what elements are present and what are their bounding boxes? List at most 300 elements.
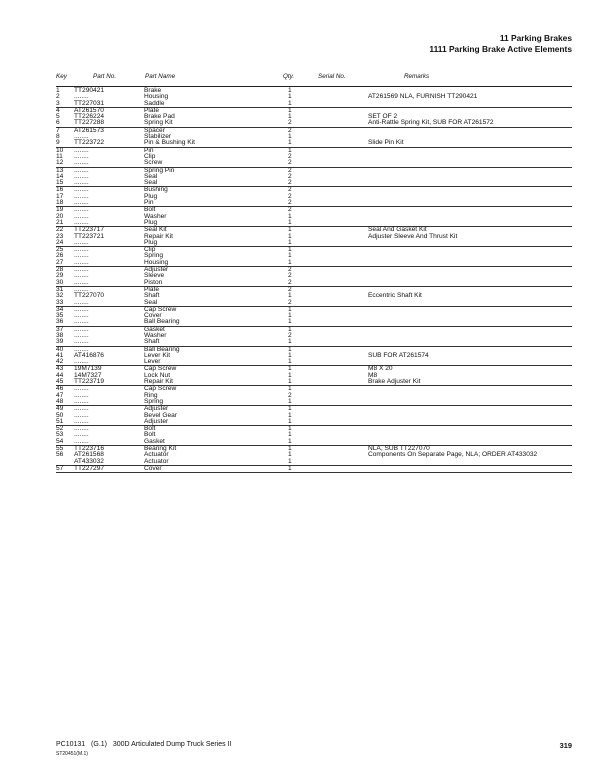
- table-row: [56, 319, 572, 325]
- part-no-cell: TT227031: [74, 99, 105, 107]
- part-name-cell: Seal: [144, 179, 158, 187]
- part-no-cell: ........: [74, 238, 89, 246]
- qty-cell: 1: [288, 358, 292, 366]
- key-cell: 9: [56, 139, 60, 147]
- key-cell: 35: [56, 312, 64, 320]
- section-title: 11 Parking Brakes: [499, 33, 572, 43]
- part-no-cell: AT261570: [74, 106, 104, 114]
- part-name-cell: Adjuster: [144, 266, 169, 274]
- qty-cell: 1: [288, 345, 292, 353]
- key-cell: 8: [56, 133, 60, 141]
- part-name-cell: Spring: [144, 397, 164, 405]
- part-name-cell: Gasket: [144, 325, 165, 333]
- qty-cell: 1: [288, 451, 292, 459]
- table-row: [56, 240, 572, 246]
- part-name-cell: Adjuster: [144, 405, 169, 413]
- qty-cell: 1: [288, 139, 292, 147]
- key-cell: 18: [56, 199, 64, 207]
- part-no-cell: ........: [74, 305, 89, 313]
- part-name-cell: Plug: [144, 192, 158, 200]
- key-cell: 43: [56, 365, 64, 373]
- qty-cell: 1: [288, 258, 292, 266]
- part-name-cell: Cap Screw: [144, 385, 177, 393]
- part-name-cell: Repair Kit: [144, 378, 173, 386]
- table-row-group: [56, 168, 572, 188]
- subsection-title: 1111 Parking Brake Active Elements: [429, 44, 572, 54]
- part-no-cell: ........: [74, 179, 89, 187]
- part-no-cell: ........: [74, 405, 89, 413]
- qty-cell: 2: [288, 298, 292, 306]
- key-cell: 15: [56, 179, 64, 187]
- part-no-cell: ........: [74, 146, 89, 154]
- part-name-cell: Lever: [144, 358, 161, 366]
- part-no-cell: ........: [74, 437, 89, 445]
- table-row-group: [56, 88, 572, 108]
- qty-cell: 1: [288, 246, 292, 254]
- table-row: [56, 200, 572, 206]
- qty-cell: 1: [288, 133, 292, 141]
- part-name-cell: Seal: [144, 172, 158, 180]
- part-name-cell: Sleeve: [144, 272, 165, 280]
- col-qty: Qty.: [283, 73, 295, 80]
- table-row-group: [56, 406, 572, 426]
- key-cell: 38: [56, 331, 64, 339]
- part-no-cell: ........: [74, 172, 89, 180]
- table-row-group: [56, 307, 572, 327]
- part-no-cell: ........: [74, 252, 89, 260]
- part-no-cell: AT433032: [74, 457, 104, 465]
- qty-cell: 1: [288, 385, 292, 393]
- part-name-cell: Brake: [144, 87, 162, 94]
- key-cell: 49: [56, 405, 64, 413]
- table-row: [56, 260, 572, 266]
- qty-cell: 2: [288, 126, 292, 134]
- part-no-cell: ........: [74, 298, 89, 306]
- part-name-cell: Spring: [144, 252, 164, 260]
- part-name-cell: Plug: [144, 238, 158, 246]
- table-row-group: [56, 446, 572, 466]
- key-cell: 14: [56, 172, 64, 180]
- part-no-cell: ........: [74, 318, 89, 326]
- table-row: [56, 160, 572, 166]
- part-name-cell: Stabilizer: [144, 133, 172, 141]
- part-no-cell: ........: [74, 425, 89, 433]
- part-no-cell: ........: [74, 411, 89, 419]
- qty-cell: 1: [288, 425, 292, 433]
- key-cell: 46: [56, 385, 64, 393]
- table-row-group: [56, 287, 572, 307]
- qty-cell: 1: [288, 93, 292, 101]
- table-row-group: [56, 426, 572, 446]
- part-name-cell: Lever Kit: [144, 351, 171, 359]
- doc-revision: (G.1): [91, 741, 107, 748]
- part-name-cell: Shaft: [144, 292, 160, 300]
- part-no-cell: ........: [74, 285, 89, 293]
- part-name-cell: Repair Kit: [144, 232, 173, 240]
- part-no-cell: ........: [74, 218, 89, 226]
- qty-cell: 1: [288, 312, 292, 320]
- col-part-name: Part Name: [145, 73, 176, 80]
- qty-cell: 1: [288, 238, 292, 246]
- part-no-cell: ........: [74, 391, 89, 399]
- page-number: 319: [559, 741, 572, 750]
- qty-cell: 2: [288, 331, 292, 339]
- part-no-cell: TT223716: [74, 445, 105, 453]
- part-no-cell: TT227297: [74, 464, 105, 472]
- table-row: [56, 439, 572, 445]
- key-cell: 3: [56, 99, 60, 107]
- part-name-cell: Clip: [144, 246, 156, 254]
- qty-cell: 1: [288, 305, 292, 313]
- part-no-cell: TT227288: [74, 119, 105, 127]
- part-name-cell: Actuator: [144, 457, 169, 465]
- key-cell: 10: [56, 146, 64, 154]
- key-cell: 5: [56, 113, 60, 121]
- part-no-cell: ........: [74, 246, 89, 254]
- part-name-cell: Washer: [144, 212, 167, 220]
- part-name-cell: Cover: [144, 464, 162, 472]
- table-row: [56, 466, 572, 472]
- qty-cell: 2: [288, 172, 292, 180]
- part-no-cell: 14M7327: [74, 371, 102, 379]
- key-cell: 36: [56, 318, 64, 326]
- table-row-group: [56, 148, 572, 168]
- part-name-cell: Ball Bearing: [144, 345, 180, 353]
- remarks-cell: Adjuster Sleeve And Thrust Kit: [368, 232, 458, 240]
- part-no-cell: ........: [74, 166, 89, 174]
- key-cell: 4: [56, 106, 60, 114]
- part-no-cell: ........: [74, 345, 89, 353]
- part-no-cell: ........: [74, 272, 89, 280]
- remarks-cell: SET OF 2: [368, 113, 398, 121]
- key-cell: 24: [56, 238, 64, 246]
- qty-cell: 1: [288, 113, 292, 121]
- key-cell: 28: [56, 266, 64, 274]
- part-name-cell: Pin: [144, 199, 154, 207]
- part-no-cell: ........: [74, 206, 89, 214]
- key-cell: 17: [56, 192, 64, 200]
- part-no-cell: TT223721: [74, 232, 105, 240]
- qty-cell: 1: [288, 378, 292, 386]
- key-cell: 16: [56, 186, 64, 194]
- part-name-cell: Plug: [144, 218, 158, 226]
- qty-cell: 1: [288, 351, 292, 359]
- part-no-cell: ........: [74, 133, 89, 141]
- part-name-cell: Bolt: [144, 425, 156, 433]
- part-no-cell: AT416876: [74, 351, 104, 359]
- part-name-cell: Pin: [144, 146, 154, 154]
- part-no-cell: ........: [74, 192, 89, 200]
- key-cell: 52: [56, 425, 64, 433]
- key-cell: 39: [56, 338, 64, 346]
- table-row-group: [56, 128, 572, 148]
- part-name-cell: Saddle: [144, 99, 165, 107]
- part-no-cell: ........: [74, 278, 89, 286]
- table-row: [56, 339, 572, 345]
- key-cell: 26: [56, 252, 64, 260]
- qty-cell: 1: [288, 405, 292, 413]
- qty-cell: 1: [288, 318, 292, 326]
- key-cell: 23: [56, 232, 64, 240]
- part-name-cell: Cap Screw: [144, 305, 177, 313]
- remarks-cell: M8: [368, 371, 378, 379]
- qty-cell: 1: [288, 437, 292, 445]
- footer-line: [56, 741, 232, 748]
- part-name-cell: Adjuster: [144, 417, 169, 425]
- col-remarks: Remarks: [404, 73, 430, 80]
- qty-cell: 2: [288, 152, 292, 160]
- key-cell: 34: [56, 305, 64, 313]
- part-no-cell: 19M7139: [74, 365, 102, 373]
- qty-cell: 1: [288, 226, 292, 234]
- part-no-cell: ........: [74, 325, 89, 333]
- key-cell: 33: [56, 298, 64, 306]
- part-no-cell: TT226224: [74, 113, 105, 121]
- qty-cell: 2: [288, 278, 292, 286]
- part-name-cell: Plate: [144, 106, 160, 114]
- remarks-cell: NLA, SUB TT227070: [368, 445, 430, 453]
- part-no-cell: ........: [74, 385, 89, 393]
- part-no-cell: TT223717: [74, 226, 105, 234]
- part-no-cell: TT227070: [74, 292, 105, 300]
- page-header: [429, 33, 572, 55]
- part-name-cell: Gasket: [144, 437, 165, 445]
- remarks-cell: Components On Separate Page, NLA; ORDER AT433032: [368, 451, 538, 459]
- part-name-cell: Spacer: [144, 126, 165, 134]
- key-cell: 2: [56, 93, 60, 101]
- key-cell: 44: [56, 371, 64, 379]
- key-cell: 27: [56, 258, 64, 266]
- part-name-cell: Bevel Gear: [144, 411, 177, 419]
- part-name-cell: Seal: [144, 298, 158, 306]
- part-no-cell: ........: [74, 338, 89, 346]
- key-cell: 21: [56, 218, 64, 226]
- part-no-cell: ........: [74, 186, 89, 194]
- table-row-group: [56, 108, 572, 128]
- part-name-cell: Clip: [144, 152, 156, 160]
- table-row: [56, 140, 572, 146]
- qty-cell: 2: [288, 199, 292, 207]
- key-cell: 56: [56, 451, 64, 459]
- part-name-cell: Screw: [144, 159, 163, 167]
- table-row: [56, 459, 572, 465]
- part-name-cell: Bearing Kit: [144, 445, 177, 453]
- part-name-cell: Washer: [144, 331, 167, 339]
- part-no-cell: AT261568: [74, 451, 104, 459]
- table-row: [56, 419, 572, 425]
- table-row-group: [56, 327, 572, 347]
- col-serial-no: Serial No.: [318, 73, 346, 80]
- qty-cell: 1: [288, 252, 292, 260]
- part-name-cell: Housing: [144, 93, 169, 101]
- part-name-cell: Bushing: [144, 186, 168, 194]
- remarks-cell: SUB FOR AT261574: [368, 351, 429, 359]
- qty-cell: 1: [288, 464, 292, 472]
- part-no-cell: ........: [74, 159, 89, 167]
- part-name-cell: Shaft: [144, 338, 160, 346]
- part-no-cell: AT261573: [74, 126, 104, 134]
- qty-cell: 1: [288, 218, 292, 226]
- col-part-no: Part No.: [93, 73, 117, 80]
- part-no-cell: ........: [74, 431, 89, 439]
- remarks-cell: Seal And Gasket Kit: [368, 226, 427, 234]
- part-name-cell: Bolt: [144, 206, 156, 214]
- part-name-cell: Lock Nut: [144, 371, 171, 379]
- part-no-cell: ........: [74, 212, 89, 220]
- part-name-cell: Bolt: [144, 431, 156, 439]
- key-cell: 12: [56, 159, 64, 167]
- part-name-cell: Actuator: [144, 451, 169, 459]
- part-no-cell: TT223719: [74, 378, 105, 386]
- qty-cell: 1: [288, 445, 292, 453]
- part-name-cell: Pin & Bushing Kit: [144, 139, 195, 147]
- key-cell: 55: [56, 445, 64, 453]
- qty-cell: 1: [288, 411, 292, 419]
- key-cell: 47: [56, 391, 64, 399]
- remarks-cell: Eccentric Shaft Kit: [368, 292, 422, 300]
- qty-cell: 1: [288, 338, 292, 346]
- part-no-cell: ........: [74, 152, 89, 160]
- qty-cell: 2: [288, 272, 292, 280]
- qty-cell: 1: [288, 99, 292, 107]
- table-row-group: [56, 187, 572, 207]
- qty-cell: 2: [288, 119, 292, 127]
- part-name-cell: Ring: [144, 391, 158, 399]
- part-name-cell: Ball Bearing: [144, 318, 180, 326]
- qty-cell: 1: [288, 292, 292, 300]
- table-row: [56, 180, 572, 186]
- part-no-cell: ........: [74, 358, 89, 366]
- qty-cell: 1: [288, 106, 292, 114]
- key-cell: 31: [56, 285, 64, 293]
- part-name-cell: Brake Pad: [144, 113, 175, 121]
- qty-cell: 1: [288, 371, 292, 379]
- table-row: [56, 359, 572, 365]
- table-row-group: [56, 227, 572, 247]
- table-row-group: [56, 466, 572, 473]
- part-no-cell: ........: [74, 331, 89, 339]
- qty-cell: 1: [288, 87, 292, 94]
- table-row-group: [56, 366, 572, 386]
- table-row: [56, 379, 572, 385]
- table-row: [56, 120, 572, 126]
- key-cell: 11: [56, 152, 63, 160]
- key-cell: 30: [56, 278, 64, 286]
- remarks-cell: Anti-Rattle Spring Kit, SUB FOR AT261572: [368, 119, 494, 127]
- qty-cell: 1: [288, 457, 292, 465]
- part-no-cell: ........: [74, 312, 89, 320]
- part-no-cell: TT223722: [74, 139, 105, 147]
- qty-cell: 2: [288, 159, 292, 167]
- qty-cell: 2: [288, 285, 292, 293]
- part-no-cell: ........: [74, 258, 89, 266]
- part-no-cell: ........: [74, 93, 89, 101]
- column-headers: [0, 73, 600, 83]
- part-name-cell: Housing: [144, 258, 169, 266]
- table-row: [56, 399, 572, 405]
- qty-cell: 1: [288, 431, 292, 439]
- key-cell: 53: [56, 431, 64, 439]
- qty-cell: 1: [288, 397, 292, 405]
- table-row: [56, 220, 572, 226]
- key-cell: 32: [56, 292, 64, 300]
- key-cell: 29: [56, 272, 64, 280]
- key-cell: 6: [56, 119, 60, 127]
- key-cell: 37: [56, 325, 64, 333]
- qty-cell: 1: [288, 417, 292, 425]
- table-row: [56, 280, 572, 286]
- table-row: [56, 101, 572, 107]
- doc-title: 300D Articulated Dump Truck Series II: [112, 741, 232, 748]
- remarks-cell: AT261569 NLA, FURNISH TT290421: [368, 93, 478, 101]
- qty-cell: 1: [288, 146, 292, 154]
- key-cell: 54: [56, 437, 64, 445]
- qty-cell: 2: [288, 192, 292, 200]
- key-cell: 45: [56, 378, 64, 386]
- part-no-cell: ........: [74, 266, 89, 274]
- qty-cell: 1: [288, 232, 292, 240]
- qty-cell: 2: [288, 391, 292, 399]
- qty-cell: 2: [288, 206, 292, 214]
- key-cell: 1: [56, 87, 60, 94]
- part-no-cell: TT290421: [74, 87, 105, 94]
- part-no-cell: ........: [74, 417, 89, 425]
- key-cell: 22: [56, 226, 64, 234]
- key-cell: 50: [56, 411, 64, 419]
- doc-id: PC10131: [56, 741, 86, 748]
- key-cell: 51: [56, 417, 64, 425]
- table-row-group: [56, 207, 572, 227]
- table-row-group: [56, 247, 572, 267]
- parts-table: [0, 88, 600, 473]
- key-cell: 25: [56, 246, 64, 254]
- col-key: Key: [56, 73, 67, 80]
- key-cell: 19: [56, 206, 64, 214]
- key-cell: 42: [56, 358, 64, 366]
- part-name-cell: Seal Kit: [144, 226, 167, 234]
- key-cell: 40: [56, 345, 64, 353]
- key-cell: 13: [56, 166, 64, 174]
- table-row: [56, 300, 572, 306]
- doc-code: ST20451(M.1): [56, 751, 88, 757]
- qty-cell: 2: [288, 179, 292, 187]
- part-name-cell: Spring Kit: [144, 119, 173, 127]
- table-row-group: [56, 386, 572, 406]
- qty-cell: 2: [288, 166, 292, 174]
- key-cell: 7: [56, 126, 60, 134]
- key-cell: 41: [56, 351, 64, 359]
- qty-cell: 1: [288, 212, 292, 220]
- remarks-cell: Slide Pin Kit: [368, 139, 404, 147]
- part-name-cell: Cover: [144, 312, 162, 320]
- qty-cell: 1: [288, 325, 292, 333]
- part-name-cell: Spring Pin: [144, 166, 175, 174]
- part-name-cell: Piston: [144, 278, 163, 286]
- remarks-cell: M8 X 20: [368, 365, 393, 373]
- remarks-cell: Brake Adjuster Kit: [368, 378, 421, 386]
- qty-cell: 2: [288, 186, 292, 194]
- key-cell: 57: [56, 464, 64, 472]
- table-row-group: [56, 347, 572, 367]
- part-no-cell: ........: [74, 397, 89, 405]
- qty-cell: 2: [288, 266, 292, 274]
- part-no-cell: ........: [74, 199, 89, 207]
- part-name-cell: Cap Screw: [144, 365, 177, 373]
- part-name-cell: Plate: [144, 285, 160, 293]
- qty-cell: 1: [288, 365, 292, 373]
- key-cell: 48: [56, 397, 64, 405]
- table-row-group: [56, 267, 572, 287]
